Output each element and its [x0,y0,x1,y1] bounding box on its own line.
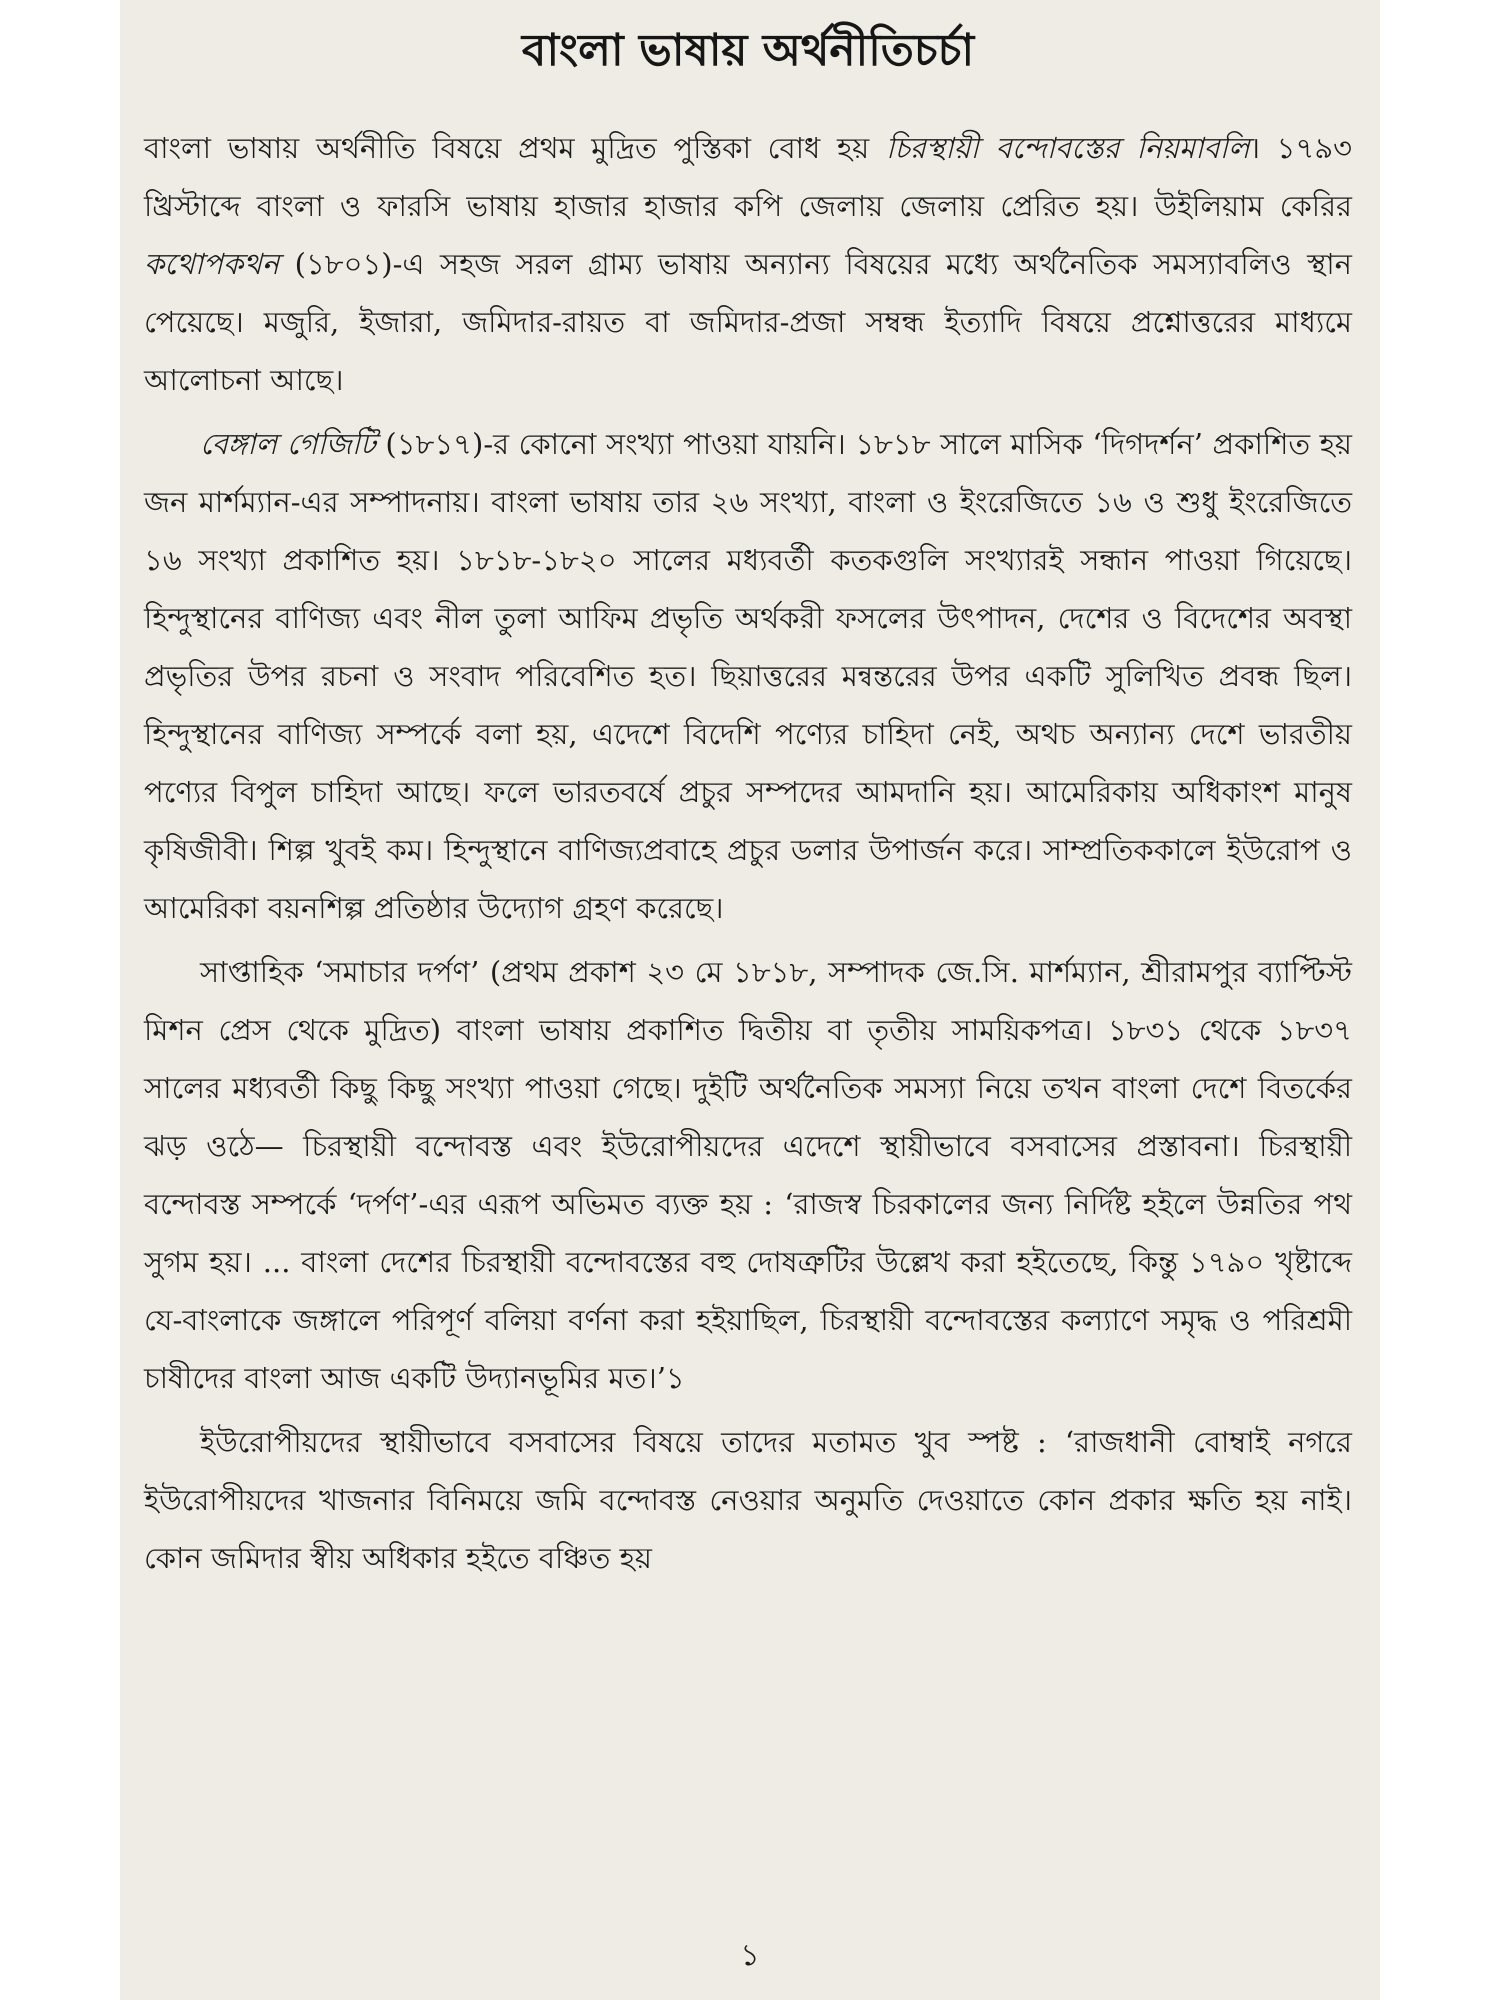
book-page [120,0,1380,2000]
periodical-title-italic: বেঙ্গাল গেজিটি [200,427,376,462]
paragraph-text-segment: সাপ্তাহিক ‘সমাচার দর্পণ’ (প্রথম প্রকাশ ২৩ মে ১৮১৮, সম্পাদক জে.সি. মার্শম্যান, শ্রীরামপুর ব্যাপ্টিস্ট মিশন প্রেস থেকে মুদ্রিত) বাংলা ভাষায় প্রকাশিত দ্বিতীয় বা তৃতীয় সাময়িকপত্র। ১৮৩১ থেকে ১৮৩৭ সালের মধ্যবর্তী কিছু কিছু সংখ্যা পাওয়া গেছে। দুইটি অর্থনৈতিক সমস্যা নিয়ে তখন বাংলা দেশে বিতর্কের ঝড় ওঠে— চিরস্থায়ী বন্দোবস্ত এবং ইউরোপীয়দের এদেশে স্থায়ীভাবে বসবাসের প্রস্তাবনা। চিরস্থায়ী বন্দোবস্ত সম্পর্কে ‘দর্পণ’-এর এরূপ অভিমত ব্যক্ত হয় : ‘রাজস্ব চিরকালের জন্য নির্দিষ্ট হইলে উন্নতির পথ সুগম হয়। ... বাংলা দেশের চিরস্থায়ী বন্দোবস্তের বহু দোষত্রুটির উল্লেখ করা হইতেছে, কিন্তু ১৭৯০ খৃষ্টাব্দে যে-বাংলাকে জঙ্গালে পরিপূর্ণ বলিয়া বর্ণনা করা হইয়াছিল, চিরস্থায়ী বন্দোবস্তের কল্যাণে সমৃদ্ধ ও পরিশ্রমী চাষীদের বাংলা আজ একটি উদ্যানভূমির মত।’১ [144,955,1352,1396]
book-title-italic: কথোপকথন [144,247,280,282]
paragraph-1 [144,119,1352,409]
page-number: ১ [740,1938,760,1973]
paragraph-text-segment: (১৮১৭)-র কোনো সংখ্যা পাওয়া যায়নি। ১৮১৮ সালে মাসিক ‘দিগদর্শন’ প্রকাশিত হয় জন মার্শম্যান-এর সম্পাদনায়। বাংলা ভাষায় তার ২৬ সংখ্যা, বাংলা ও ইংরেজিতে ১৬ ও শুধু ইংরেজিতে ১৬ সংখ্যা প্রকাশিত হয়। ১৮১৮-১৮২০ সালের মধ্যবর্তী কতকগুলি সংখ্যারই সন্ধান পাওয়া গিয়েছে। হিন্দুস্থানের বাণিজ্য এবং নীল তুলা আফিম প্রভৃতি অর্থকরী ফসলের উৎপাদন, দেশের ও বিদেশের অবস্থা প্রভৃতির উপর রচনা ও সংবাদ পরিবেশিত হত। ছিয়াত্তরের মন্বন্তরের উপর একটি সুলিখিত প্রবন্ধ ছিল। হিন্দুস্থানের বাণিজ্য সম্পর্কে বলা হয়, এদেশে বিদেশি পণ্যের চাহিদা নেই, অথচ অন্যান্য দেশে ভারতীয় পণ্যের বিপুল চাহিদা আছে। ফলে ভারতবর্ষে প্রচুর সম্পদের আমদানি হয়। আমেরিকায় অধিকাংশ মানুষ কৃষিজীবী। শিল্প খুবই কম। হিন্দুস্থানে বাণিজ্যপ্রবাহে প্রচুর ডলার উপার্জন করে। সাম্প্রতিককালে ইউরোপ ও আমেরিকা বয়নশিল্প প্রতিষ্ঠার উদ্যোগ গ্রহণ করেছে। [144,427,1352,926]
paragraph-text-segment: (১৮০১)-এ সহজ সরল গ্রাম্য ভাষায় অন্যান্য বিষয়ের মধ্যে অর্থনৈতিক সমস্যাবলিও স্থান পেয়েছে। মজুরি, ইজারা, জমিদার-রায়ত বা জমিদার-প্রজা সম্বন্ধ ইত্যাদি বিষয়ে প্রশ্নোত্তরের মাধ্যমে আলোচনা আছে। [144,247,1352,398]
paragraph-text-segment: বাংলা ভাষায় অর্থনীতি বিষয়ে প্রথম মুদ্রিত পুস্তিকা বোধ হয় [144,131,886,166]
paragraph-3 [144,943,1352,1407]
page-title: বাংলা ভাষায় অর্থনীতিচর্চা [521,25,975,76]
paragraph-4 [144,1413,1352,1587]
book-title-italic: চিরস্থায়ী বন্দোবস্তের নিয়মাবলি [885,131,1250,166]
paragraph-text-segment: । ১৭৯৩ খ্রিস্টাব্দে বাংলা ও ফারসি ভাষায় হাজার হাজার কপি জেলায় জেলায় প্রেরিত হয়। উইলিয়াম কেরির [144,131,1352,224]
paragraph-text-segment: ইউরোপীয়দের স্থায়ীভাবে বসবাসের বিষয়ে তাদের মতামত খুব স্পষ্ট : ‘রাজধানী বোম্বাই নগরে ইউরোপীয়দের খাজনার বিনিময়ে জমি বন্দোবস্ত নেওয়ার অনুমতি দেওয়াতে কোন প্রকার ক্ষতি হয় নাই। কোন জমিদার স্বীয় অধিকার হইতে বঞ্চিত হয় [144,1425,1352,1576]
paragraph-2 [144,415,1352,937]
